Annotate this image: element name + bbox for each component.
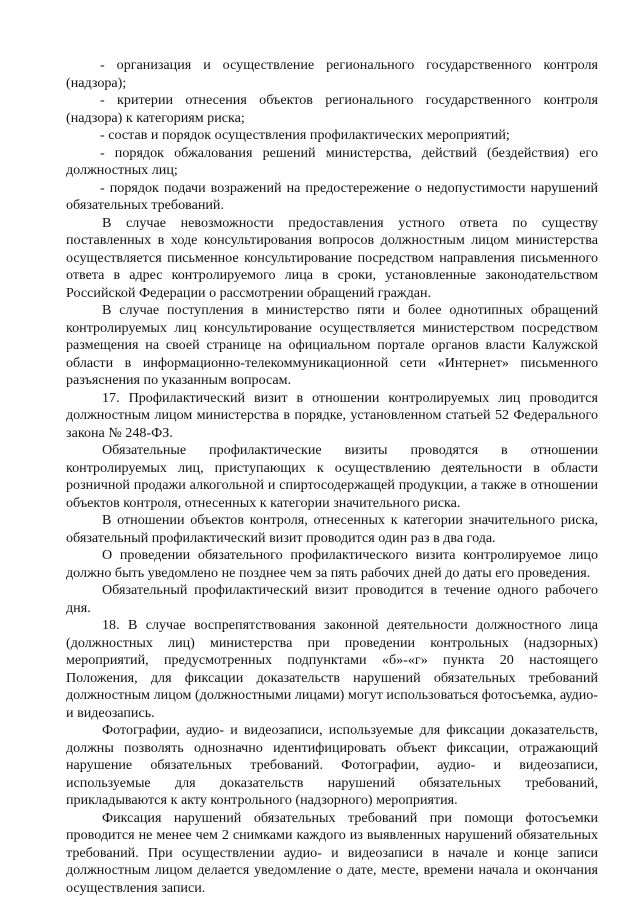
- paragraph: Фотографии, аудио- и видеозаписи, используемые для фиксации доказательств, должны позволять однозначно идентифицировать объект фиксации, отражающий нарушение обязательных требований. Фотографии, аудио- и видеозаписи, используемые для доказательств нарушений обязательных требований, прикладываются к акту контрольного (надзорного) мероприятия.: [66, 722, 598, 808]
- paragraph: Фиксация нарушений обязательных требований при помощи фотосъемки проводится не менее чем 2 снимками каждого из выявленных нарушений обязательных требований. При осуществлении аудио- и видеозаписи в начале и конце записи должностным лицом делается уведомление о дате, месте, времени начала и окончания осуществления записи.: [66, 809, 598, 896]
- paragraph: Обязательные профилактические визиты проводятся в отношении контролируемых лиц, приступающих к осуществлению деятельности в области розничной продажи алкогольной и спиртосодержащей продукции, а также в отношении объектов контроля, отнесенных к категории значительного риска.: [66, 442, 598, 511]
- paragraph: В случае невозможности предоставления устного ответа по существу поставленных в ходе консультирования вопросов должностным лицом министерства осуществляется письменное консультирование посредством направления письменного ответа в адрес контролируемого лица в сроки, установленные законодательством Российской Федерации о рассмотрении обращений граждан.: [66, 214, 598, 301]
- paragraph: В случае поступления в министерство пяти и более однотипных обращений контролируемых лиц консультирование осуществляется министерством посредством размещения на своей странице на официальном портале органов власти Калужской области в информационно-телекоммуникационной сети «Интернет» письменного разъяснения по указанным вопросам.: [66, 302, 598, 388]
- document-page: [66, 57, 598, 897]
- paragraph-clause-17: 17. Профилактический визит в отношении контролируемых лиц проводится должностным лицом министерства в порядке, установленном статьей 52 Федерального закона № 248-ФЗ.: [66, 389, 598, 441]
- list-item: - порядок подачи возражений на предостережение о недопустимости нарушений обязательных требований.: [66, 179, 598, 213]
- paragraph: О проведении обязательного профилактического визита контролируемое лицо должно быть уведомлено не позднее чем за пять рабочих дней до даты его проведения.: [66, 547, 598, 581]
- paragraph: В отношении объектов контроля, отнесенных к категории значительного риска, обязательный профилактический визит проводится один раз в два года.: [66, 512, 598, 546]
- paragraph: Обязательный профилактический визит проводится в течение одного рабочего дня.: [66, 582, 598, 616]
- paragraph-clause-18: 18. В случае воспрепятствования законной деятельности должностного лица (должностных лиц) министерства при проведении контрольных (надзорных) мероприятий, предусмотренных подпунктами «б»-«г» пункта 20 настоящего Положения, для фиксации доказательств нарушений обязательных требований должностным лицом (должностными лицами) могут использоваться фотосъемка, аудио- и видеозапись.: [66, 617, 598, 721]
- list-item: - порядок обжалования решений министерства, действий (бездействия) его должностных лиц;: [66, 144, 598, 178]
- list-item: - состав и порядок осуществления профилактических мероприятий;: [100, 127, 510, 143]
- list-item: - организация и осуществление регионального государственного контроля (надзора);: [66, 57, 598, 91]
- list-item: - критерии отнесения объектов регионального государственного контроля (надзора) к категориям риска;: [66, 92, 598, 126]
